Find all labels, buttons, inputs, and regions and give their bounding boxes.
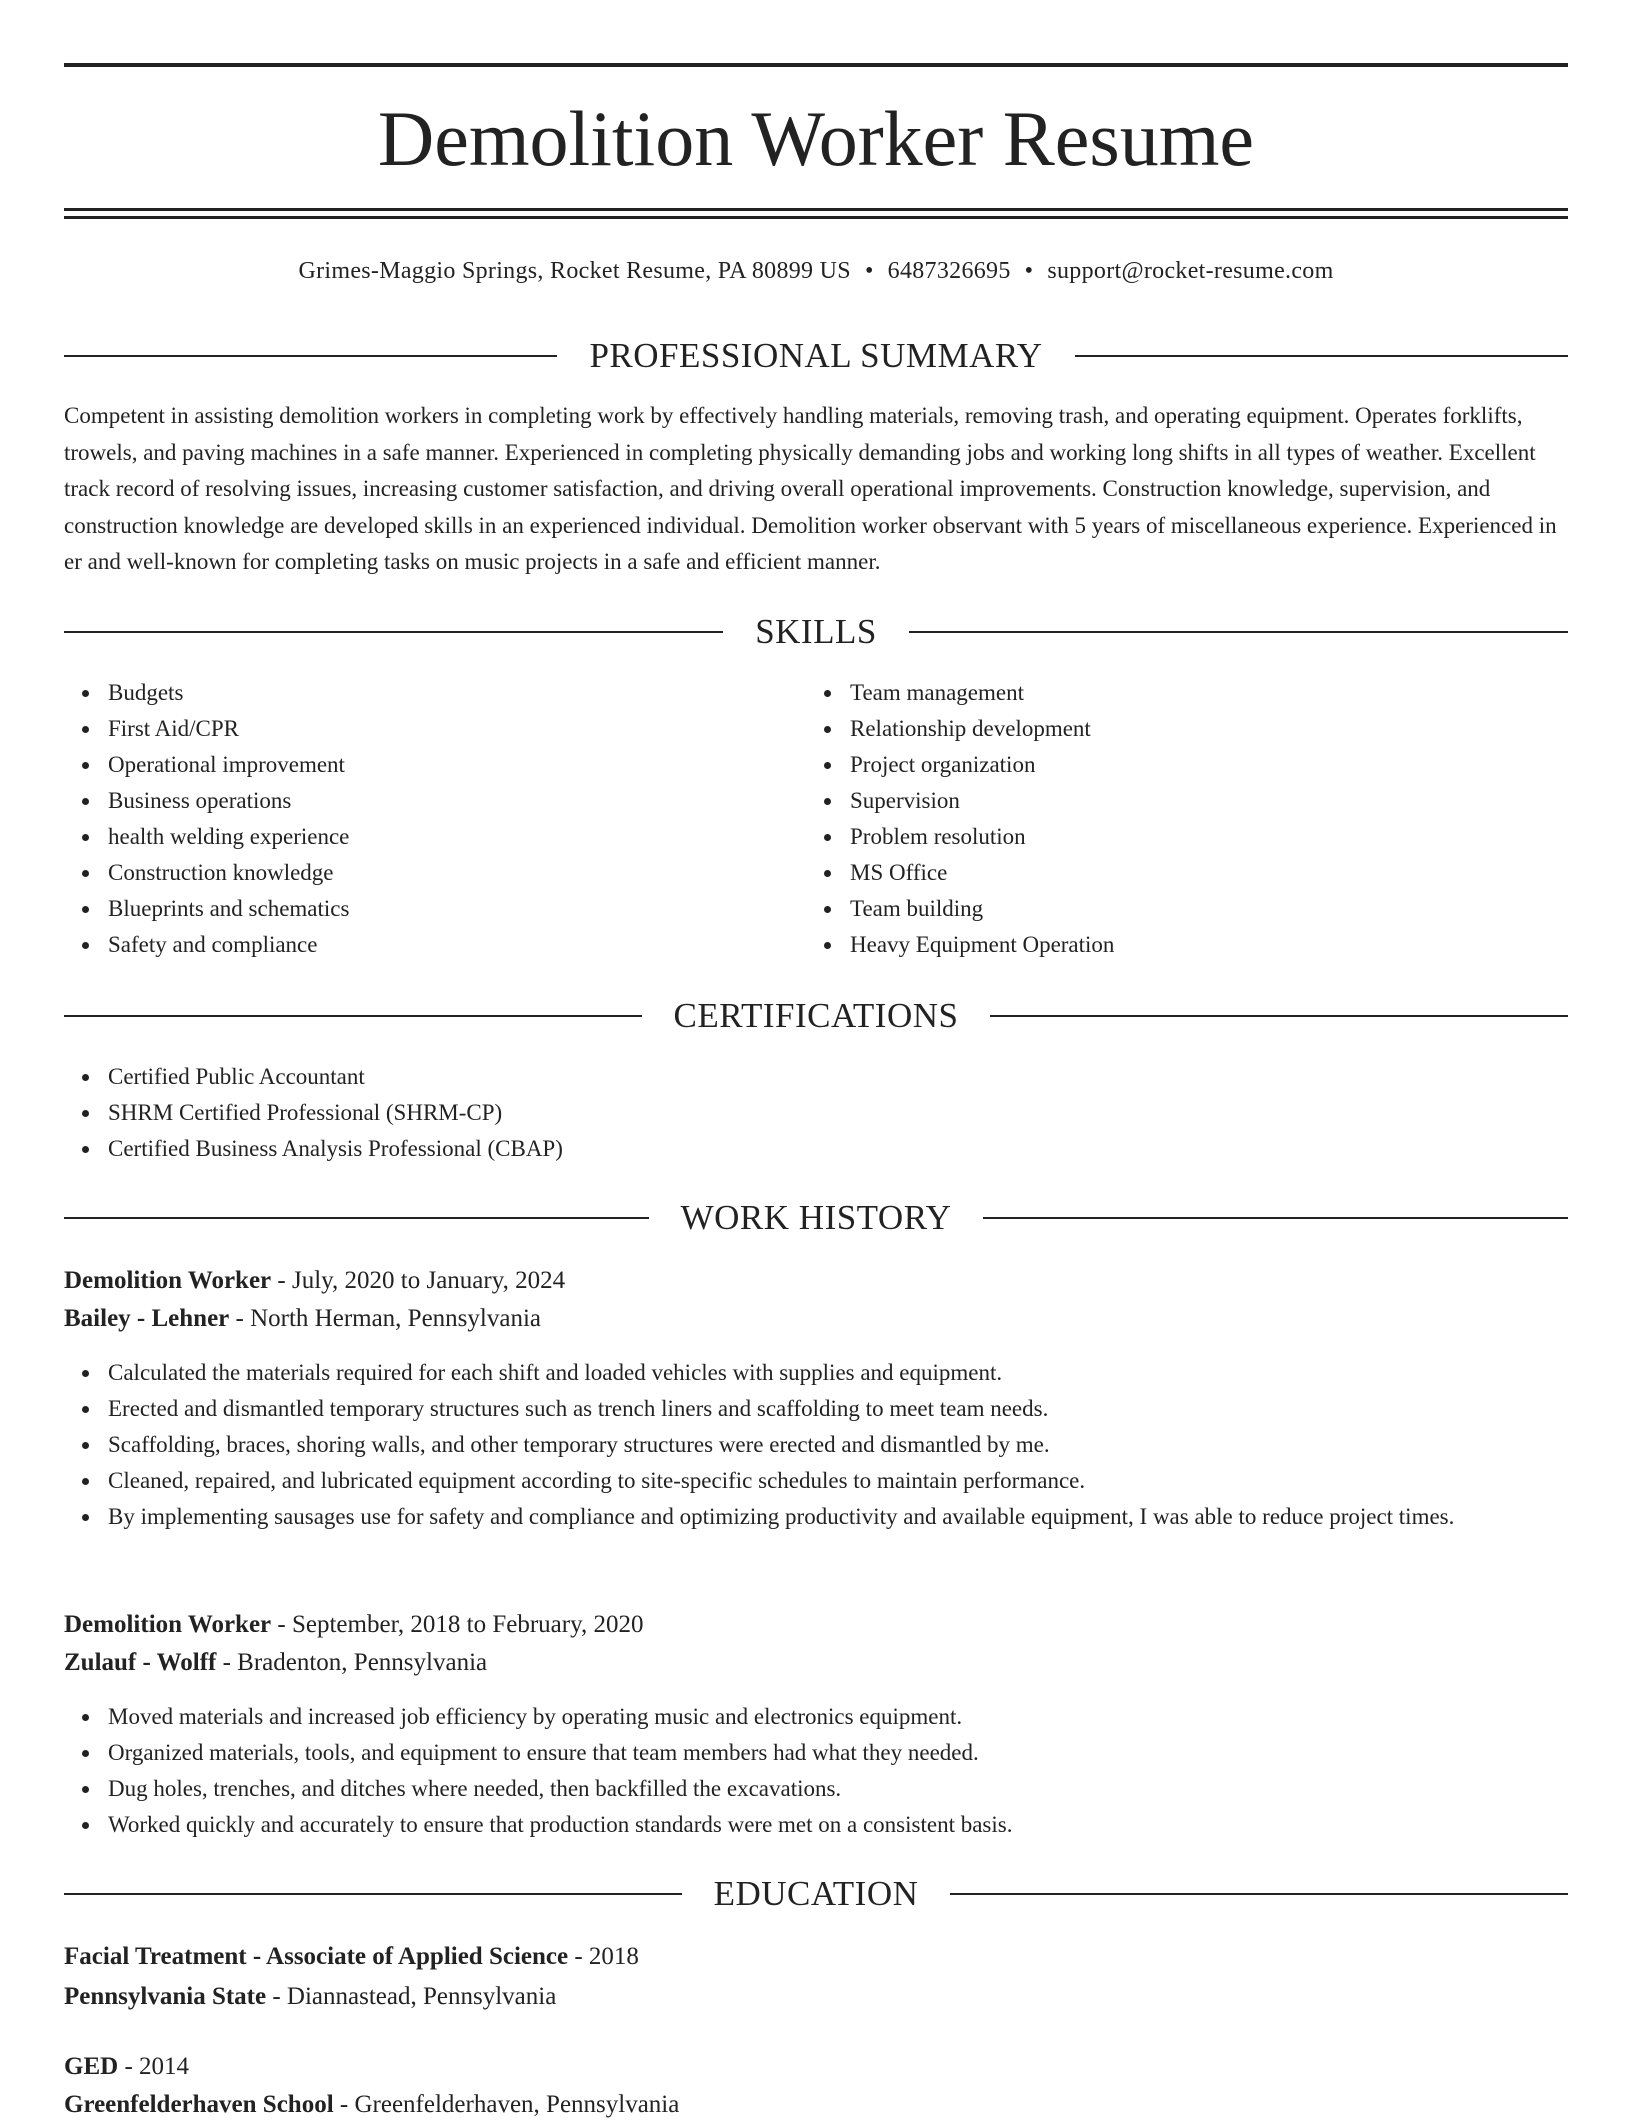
certifications-list [64, 1059, 1568, 1167]
job-bullet: Organized materials, tools, and equipment to ensure that team members had what they needed. [108, 1735, 1568, 1771]
heading-rule-left [64, 1893, 682, 1895]
job-bullet: Scaffolding, braces, shoring walls, and other temporary structures were erected and dismantled by me. [108, 1427, 1568, 1463]
skill-item: Problem resolution [850, 819, 1550, 855]
certification-item: Certified Public Accountant [108, 1059, 1568, 1095]
job-location: - Bradenton, Pennsylvania [216, 1649, 488, 1676]
education-heading [64, 1874, 1568, 1914]
certification-item: SHRM Certified Professional (SHRM-CP) [108, 1095, 1568, 1131]
skill-item: Team building [850, 891, 1550, 927]
skill-item: Safety and compliance [108, 927, 808, 963]
skill-item: Blueprints and schematics [108, 891, 808, 927]
contact-address: Grimes-Maggio Springs, Rocket Resume, PA 80899 US [298, 258, 851, 284]
heading-rule-right [1075, 355, 1568, 357]
skill-item: Operational improvement [108, 747, 808, 783]
education-degree-line [64, 2048, 1568, 2086]
job-bullet: Worked quickly and accurately to ensure that production standards were met on a consistent basis. [108, 1807, 1568, 1843]
education-year: - 2018 [568, 1943, 639, 1970]
job-bullet: Calculated the materials required for each shift and loaded vehicles with supplies and equipment. [108, 1355, 1568, 1391]
work-heading [64, 1198, 1568, 1238]
skill-item: Construction knowledge [108, 855, 808, 891]
education-location: - Diannastead, Pennsylvania [266, 1983, 557, 2010]
certifications-heading-label: CERTIFICATIONS [673, 996, 959, 1035]
education-school-line [64, 1978, 1568, 2016]
education-degree: GED [64, 2053, 119, 2080]
heading-rule-right [990, 1015, 1568, 1017]
job-location: - North Herman, Pennsylvania [229, 1305, 541, 1332]
education-heading-label: EDUCATION [713, 1874, 919, 1913]
heading-rule-left [64, 1217, 649, 1219]
heading-rule-left [64, 1015, 642, 1017]
education-degree: Facial Treatment - Associate of Applied Science [64, 1943, 569, 1970]
work-heading-label: WORK HISTORY [680, 1198, 952, 1237]
education-school: Greenfelderhaven School [64, 2091, 334, 2118]
summary-heading [64, 336, 1568, 376]
job-bullets [64, 1699, 1568, 1843]
contact-phone: 6487326695 [887, 258, 1011, 284]
skill-item: Relationship development [850, 711, 1550, 747]
job-company-line [64, 1644, 1568, 1682]
skill-item: First Aid/CPR [108, 711, 808, 747]
page-title: Demolition Worker Resume [377, 95, 1255, 182]
skills-list-left [64, 675, 808, 963]
heading-rule-right [909, 631, 1568, 633]
skills-heading [64, 612, 1568, 652]
certifications-heading [64, 996, 1568, 1036]
job-dates: - July, 2020 to January, 2024 [271, 1267, 566, 1294]
job-title-line [64, 1262, 1568, 1300]
skills-list-right [806, 675, 1550, 963]
job-bullet: Dug holes, trenches, and ditches where needed, then backfilled the excavations. [108, 1771, 1568, 1807]
skill-item: Business operations [108, 783, 808, 819]
education-school-line [64, 2086, 1568, 2124]
contact-line [64, 254, 1568, 288]
heading-rule-left [64, 631, 723, 633]
job-title: Demolition Worker [64, 1267, 272, 1294]
job-bullet: Moved materials and increased job efficiency by operating music and electronics equipment. [108, 1699, 1568, 1735]
heading-rule-right [950, 1893, 1568, 1895]
job-bullets [64, 1355, 1568, 1535]
top-rule [64, 63, 1568, 67]
job-bullet: By implementing sausages use for safety and compliance and optimizing productivity and available equipment, I was able to reduce project times. [108, 1499, 1568, 1535]
job-title-line [64, 1606, 1568, 1644]
job-company: Zulauf - Wolff [64, 1649, 217, 1676]
skill-item: Heavy Equipment Operation [850, 927, 1550, 963]
education-school: Pennsylvania State [64, 1983, 267, 2010]
job-bullet: Erected and dismantled temporary structures such as trench liners and scaffolding to meet team needs. [108, 1391, 1568, 1427]
education-year: - 2014 [118, 2053, 190, 2080]
education-degree-line [64, 1938, 1568, 1976]
skill-item: Budgets [108, 675, 808, 711]
summary-text: Competent in assisting demolition workers in completing work by effectively handling materials, removing trash, and operating equipment. Operates forklifts, trowels, and paving machines in a safe manner. Experienced in completing physically demanding jobs and working long shifts in all types of weather. Excellent track record of resolving issues, increasing customer satisfaction, and driving overall operational improvements. Construction knowledge, supervision, and construction knowledge are developed skills in an experienced individual. Demolition worker observant with 5 years of miscellaneous experience. Experienced in er and well-known for completing tasks on music projects in a safe and efficient manner. [64, 403, 1557, 574]
certification-item: Certified Business Analysis Professional (CBAP) [108, 1131, 1568, 1167]
heading-rule-left [64, 355, 557, 357]
skill-item: MS Office [850, 855, 1550, 891]
title-rule-upper [64, 208, 1568, 211]
heading-rule-right [983, 1217, 1568, 1219]
skills-heading-label: SKILLS [755, 612, 877, 651]
contact-separator: • [864, 258, 874, 284]
job-title: Demolition Worker [64, 1611, 272, 1638]
skill-item: Project organization [850, 747, 1550, 783]
skill-item: Supervision [850, 783, 1550, 819]
job-company-line [64, 1300, 1568, 1338]
skill-item: Team management [850, 675, 1550, 711]
job-bullet: Cleaned, repaired, and lubricated equipment according to site-specific schedules to maintain performance. [108, 1463, 1568, 1499]
title-rule-lower [64, 216, 1568, 219]
contact-separator: • [1024, 258, 1034, 284]
skill-item: health welding experience [108, 819, 808, 855]
education-location: - Greenfelderhaven, Pennsylvania [333, 2091, 680, 2118]
summary-heading-label: PROFESSIONAL SUMMARY [589, 336, 1043, 375]
contact-email: support@rocket-resume.com [1047, 258, 1334, 284]
job-dates: - September, 2018 to February, 2020 [271, 1611, 644, 1638]
job-company: Bailey - Lehner [64, 1305, 230, 1332]
